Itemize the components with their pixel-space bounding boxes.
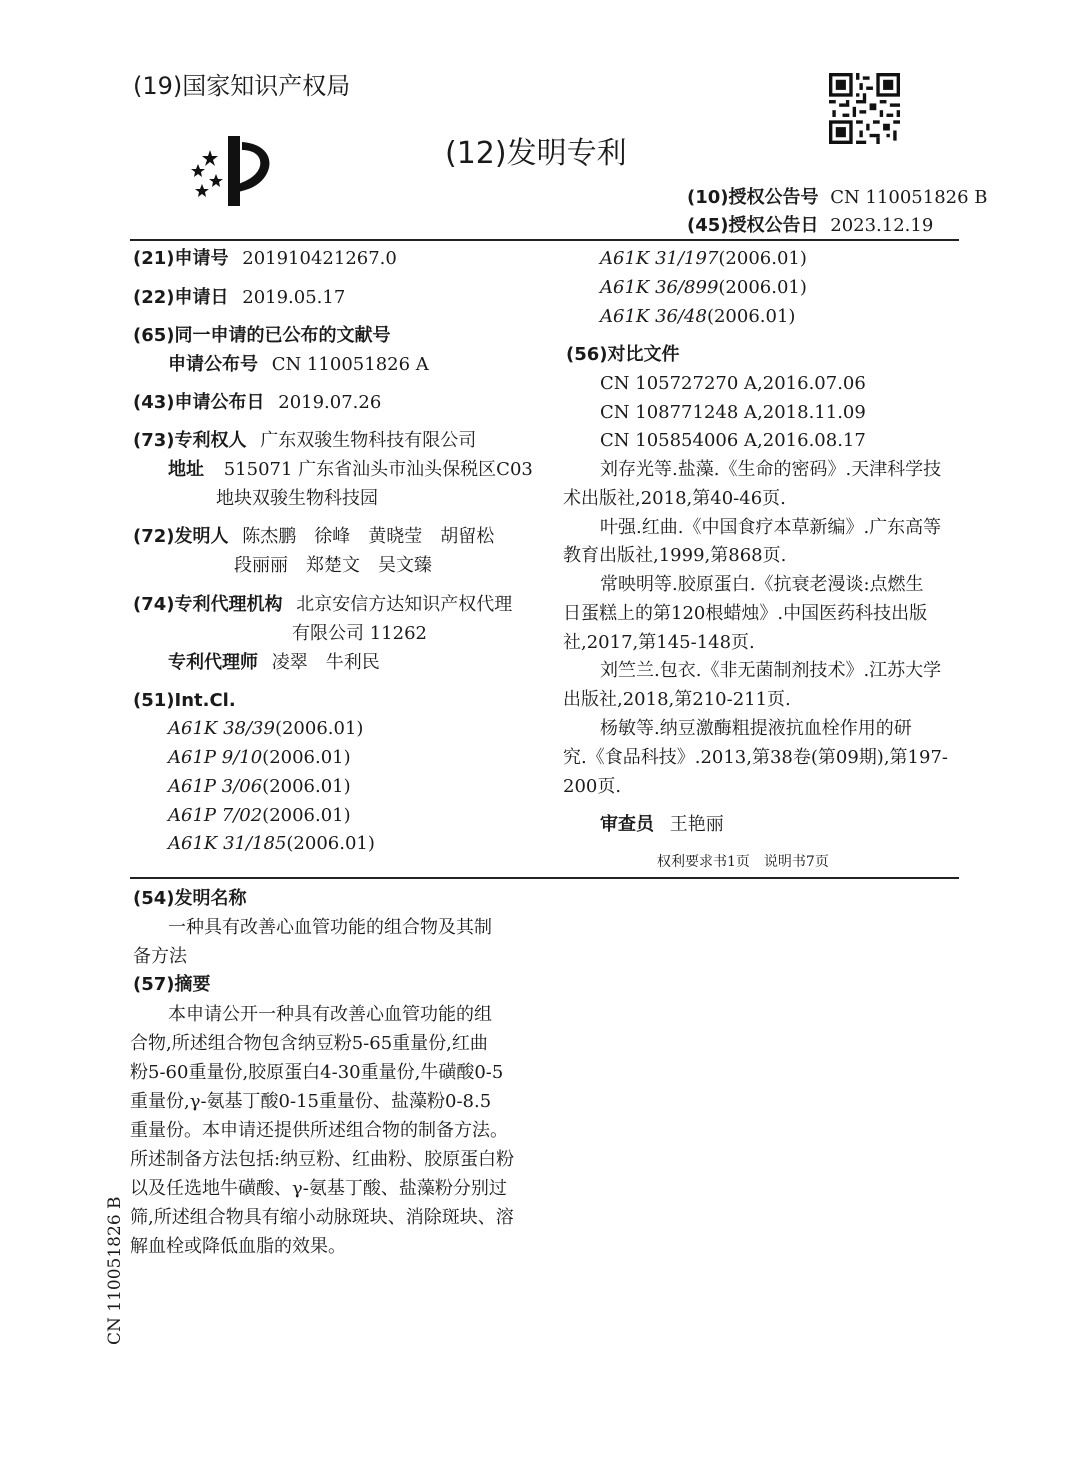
- agent-row: [168, 652, 380, 674]
- ipc-version: (2006.01): [262, 805, 351, 826]
- abstract-line: 粉5-60重量份,胶原蛋白4-30重量份,牛磺酸0-5: [130, 1062, 504, 1083]
- application-number-row: [133, 248, 397, 270]
- ipc-version: (2006.01): [262, 776, 351, 797]
- abstract-line: 重量份,γ-氨基丁酸0-15重量份、盐藻粉0-8.5: [130, 1091, 492, 1112]
- publication-number: CN 110051826 B: [830, 187, 988, 208]
- ipc-code: A61P 9/10: [168, 747, 263, 768]
- publication-number-label: (10)授权公告号: [687, 187, 819, 208]
- abstract-line: 重量份。本申请还提供所述组合物的制备方法。: [130, 1120, 508, 1141]
- examiner-row: [600, 814, 724, 836]
- ipc-code: A61K 31/197: [600, 248, 719, 269]
- patentee-name: 广东双骏生物科技有限公司: [260, 430, 477, 451]
- agency-row: [133, 594, 512, 616]
- side-document-id: CN 110051826 B: [105, 1196, 125, 1345]
- inventors-label: (72)发明人: [133, 526, 229, 547]
- publication-date-row: [687, 215, 933, 237]
- prior-publication-date: 2019.07.26: [278, 392, 382, 413]
- cited-documents-label: (56)对比文件: [566, 344, 680, 365]
- ipc-code: A61K 38/39: [168, 718, 275, 739]
- invention-title-line-2: 备方法: [133, 946, 187, 967]
- agent-label: 专利代理师: [168, 652, 258, 673]
- application-date: 2019.05.17: [242, 287, 346, 308]
- ipc-code: A61K 36/899: [600, 277, 719, 298]
- header-divider: [130, 239, 959, 241]
- application-date-row: [133, 287, 345, 309]
- address-row: [168, 459, 533, 481]
- ipc-label: (51)Int.Cl.: [133, 690, 236, 711]
- publication-date: 2023.12.19: [830, 215, 934, 236]
- prior-publication-row: [168, 354, 429, 376]
- qr-code[interactable]: [829, 73, 900, 144]
- citation-line: 出版社,2018,第210-211页.: [563, 689, 791, 710]
- publication-number-row: [687, 187, 988, 209]
- prior-publication-date-label: (43)申请公布日: [133, 392, 265, 413]
- ipc-entry: [168, 718, 363, 740]
- inventors-line-2: 段丽丽 郑楚文 吴文臻: [234, 555, 432, 576]
- ipc-version: (2006.01): [718, 248, 807, 269]
- address-line-1: 515071 广东省汕头市汕头保税区C03: [223, 459, 533, 480]
- application-date-label: (22)申请日: [133, 287, 229, 308]
- citation-line: 日蛋糕上的第120根蜡烛》.中国医药科技出版: [563, 603, 928, 624]
- ipc-entry: [600, 306, 795, 328]
- publication-date-label: (45)授权公告日: [687, 215, 819, 236]
- application-number-label: (21)申请号: [133, 248, 229, 269]
- citation-line: 刘竺兰.包衣.《非无菌制剂技术》.江苏大学: [600, 660, 942, 681]
- examiner-label: 审查员: [600, 814, 654, 835]
- prior-publication-label: (65)同一申请的已公布的文献号: [133, 325, 391, 346]
- ipc-version: (2006.01): [274, 718, 364, 739]
- abstract-line: 所述制备方法包括:纳豆粉、红曲粉、胶原蛋白粉: [130, 1149, 515, 1170]
- prior-publication-number: CN 110051826 A: [271, 354, 429, 375]
- cited-patent: CN 105727270 A,2016.07.06: [600, 373, 866, 394]
- cited-patent: CN 105854006 A,2016.08.17: [600, 430, 866, 451]
- ipc-code: A61P 7/02: [168, 805, 263, 826]
- ipc-code: A61P 3/06: [168, 776, 263, 797]
- citation-line: 究.《食品科技》.2013,第38卷(第09期),第197-: [563, 747, 948, 768]
- document-kind: (12)发明专利: [445, 136, 627, 171]
- ipc-version: (2006.01): [706, 306, 796, 327]
- cited-patent: CN 108771248 A,2018.11.09: [600, 402, 866, 423]
- inventors-line-1: 陈杰鹏 徐峰 黄晓莹 胡留松: [242, 526, 495, 547]
- abstract-line: 以及任选地牛磺酸、γ-氨基丁酸、盐藻粉分别过: [130, 1178, 507, 1199]
- ipc-version: (2006.01): [718, 277, 807, 298]
- ipc-code: A61K 31/185: [168, 833, 287, 854]
- citation-line: 刘存光等.盐藻.《生命的密码》.天津科学技: [600, 459, 942, 480]
- citation-line: 常映明等.胶原蛋白.《抗衰老漫谈:点燃生: [600, 574, 924, 595]
- abstract-line: 合物,所述组合物包含纳豆粉5-65重量份,红曲: [130, 1033, 488, 1054]
- ipc-entry: [168, 833, 375, 855]
- application-number: 201910421267.0: [242, 248, 397, 269]
- ipc-entry: [600, 277, 807, 299]
- citation-line: 教育出版社,1999,第868页.: [563, 545, 787, 566]
- prior-publication-sub-label: 申请公布号: [168, 354, 258, 375]
- ipc-code: A61K 36/48: [600, 306, 707, 327]
- ipc-version: (2006.01): [262, 747, 351, 768]
- abstract-line: 筛,所述组合物具有缩小动脉斑块、消除斑块、溶: [130, 1207, 514, 1228]
- ipc-entry: [168, 776, 351, 798]
- page-count-note: 权利要求书1页 说明书7页: [657, 854, 829, 870]
- invention-title-label: (54)发明名称: [133, 888, 247, 909]
- citation-line: 200页.: [563, 776, 622, 797]
- citation-line: 叶强.红曲.《中国食疗本草新编》.广东高等: [600, 517, 942, 538]
- ipc-entry: [168, 805, 351, 827]
- address-line-2: 地块双骏生物科技园: [216, 488, 378, 509]
- agency-label: (74)专利代理机构: [133, 594, 283, 615]
- patentee-label: (73)专利权人: [133, 430, 247, 451]
- prior-publication-date-row: [133, 392, 381, 414]
- agency-line-2: 有限公司 11262: [292, 623, 427, 644]
- citation-line: 社,2017,第145-148页.: [563, 632, 755, 653]
- abstract-line: 解血栓或降低血脂的效果。: [130, 1236, 346, 1257]
- abstract-line: 本申请公开一种具有改善心血管功能的组: [168, 1004, 492, 1025]
- ipc-entry: [600, 248, 807, 270]
- citation-line: 杨敏等.纳豆激酶粗提液抗血栓作用的研: [600, 718, 912, 739]
- body-divider: [130, 877, 959, 879]
- address-label: 地址: [168, 459, 204, 480]
- ipc-entry: [168, 747, 351, 769]
- ipc-version: (2006.01): [286, 833, 375, 854]
- patentee-row: [133, 430, 476, 452]
- agency-line-1: 北京安信方达知识产权代理: [296, 594, 513, 615]
- issuing-office: (19)国家知识产权局: [133, 72, 351, 100]
- cnipa-logo: [180, 128, 280, 208]
- agent-names: 凌翠 牛利民: [271, 652, 380, 673]
- invention-title-line-1: 一种具有改善心血管功能的组合物及其制: [168, 917, 492, 938]
- inventors-row: [133, 526, 494, 548]
- citation-line: 术出版社,2018,第40-46页.: [563, 488, 786, 509]
- examiner-name: 王艳丽: [669, 814, 724, 835]
- abstract-label: (57)摘要: [133, 974, 211, 995]
